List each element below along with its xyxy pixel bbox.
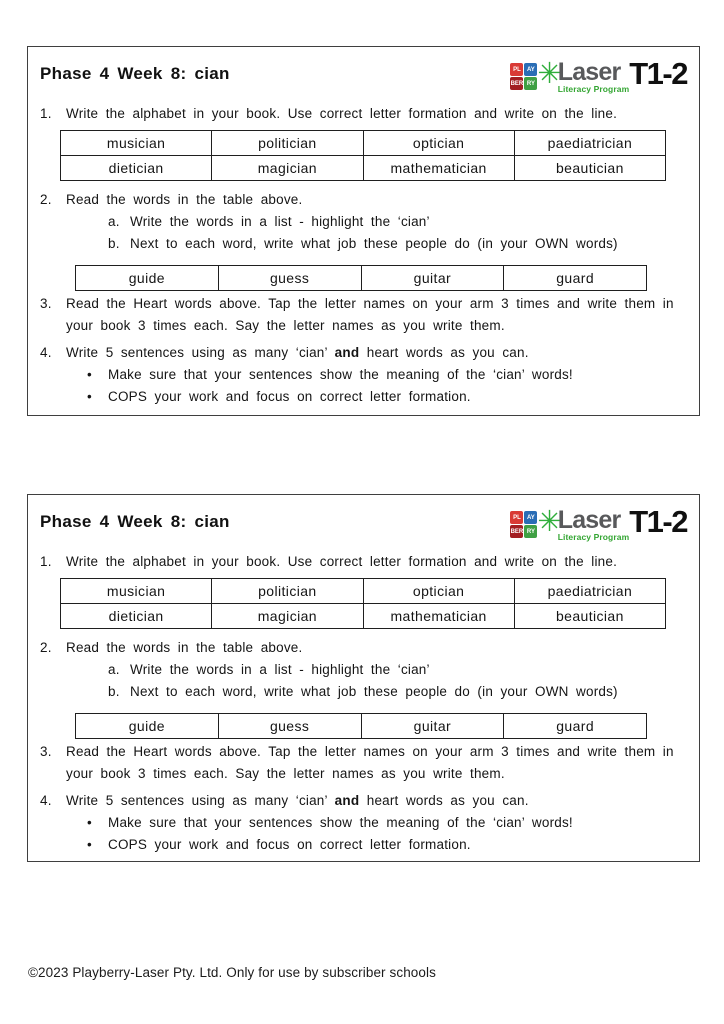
question-4-text-pre: Write 5 sentences using as many ‘cian’: [66, 345, 335, 360]
word-cell: beautician: [514, 604, 665, 629]
question-1-number: 1.: [40, 106, 52, 121]
worksheet-panel-2: [27, 494, 700, 862]
word-cell: politician: [212, 131, 363, 156]
word-cell: magician: [212, 604, 363, 629]
word-cell: dietician: [61, 604, 212, 629]
question-3-number: 3.: [40, 744, 52, 759]
word-cell: magician: [212, 156, 363, 181]
brand-name: Laser: [557, 58, 621, 86]
question-4-bullet-1: [78, 364, 687, 386]
brand-subtitle: Literacy Program: [557, 84, 630, 94]
laser-literacy-logo: [510, 57, 687, 94]
brand-subtitle: Literacy Program: [557, 532, 630, 542]
heart-words-table: [75, 265, 647, 291]
table-row: [61, 579, 666, 604]
word-cell: guard: [504, 714, 647, 739]
table-row: [76, 714, 647, 739]
question-4: [40, 342, 687, 364]
table-row: [76, 266, 647, 291]
question-4-number: 4.: [40, 793, 52, 808]
question-4-bullet-2: [78, 834, 687, 856]
puzzle-piece-ber: BER: [510, 77, 523, 90]
puzzle-piece-pl: PL: [510, 63, 523, 76]
question-4-bullet-1: [78, 812, 687, 834]
question-3-number: 3.: [40, 296, 52, 311]
question-1: [40, 551, 687, 573]
question-2b-text: Next to each word, write what job these people do (in your OWN words): [130, 684, 618, 699]
question-2b: [108, 233, 687, 255]
question-2-text: Read the words in the table above.: [66, 640, 303, 655]
question-4-text-bold: and: [334, 793, 360, 808]
question-4-bullet-2: [78, 386, 687, 408]
worksheet-panel-1: [27, 46, 700, 416]
question-3: [40, 741, 687, 785]
cian-words-table: [60, 130, 666, 181]
question-2b-text: Next to each word, write what job these people do (in your OWN words): [130, 236, 618, 251]
word-cell: paediatrician: [514, 131, 665, 156]
question-2-number: 2.: [40, 640, 52, 655]
question-1-number: 1.: [40, 554, 52, 569]
question-3-text: Read the Heart words above. Tap the letter names on your arm 3 times and write them in your book 3 times each. Say the letter names as you write them.: [66, 744, 674, 781]
question-1-text: Write the alphabet in your book. Use correct letter formation and write on the line.: [66, 106, 618, 121]
cian-words-table: [60, 578, 666, 629]
word-cell: paediatrician: [514, 579, 665, 604]
laser-literacy-logo: [510, 505, 687, 542]
panel-header: [40, 503, 687, 549]
question-4-text: [66, 790, 529, 812]
bullet-icon: •: [87, 837, 92, 852]
question-2-text: Read the words in the table above.: [66, 192, 303, 207]
word-cell: optician: [363, 579, 514, 604]
question-2-number: 2.: [40, 192, 52, 207]
question-2a: [108, 659, 687, 681]
word-cell: beautician: [514, 156, 665, 181]
question-2: [40, 637, 687, 659]
starburst-icon: ✳: [537, 506, 562, 538]
word-cell: dietician: [61, 156, 212, 181]
term-tag: T1-2: [629, 504, 687, 539]
question-4-text-post: heart words as you can.: [359, 793, 529, 808]
term-tag: T1-2: [629, 56, 687, 91]
page-title: Phase 4 Week 8: cian: [40, 512, 230, 531]
question-4-text-bold: and: [334, 345, 360, 360]
word-cell: mathematician: [363, 604, 514, 629]
question-4: [40, 790, 687, 812]
copyright-footer: ©2023 Playberry-Laser Pty. Ltd. Only for use by subscriber schools: [28, 965, 436, 980]
word-cell: guard: [504, 266, 647, 291]
question-4-number: 4.: [40, 345, 52, 360]
brand-text: [557, 506, 630, 542]
table-row: [61, 604, 666, 629]
question-1: [40, 103, 687, 125]
page-title: Phase 4 Week 8: cian: [40, 64, 230, 83]
bullet-1-text: Make sure that your sentences show the meaning of the ‘cian’ words!: [108, 815, 573, 830]
word-cell: optician: [363, 131, 514, 156]
question-2: [40, 189, 687, 211]
question-2a-number: a.: [108, 214, 120, 229]
playberry-puzzle-icon: [510, 511, 536, 537]
word-cell: musician: [61, 131, 212, 156]
word-cell: guess: [218, 714, 361, 739]
question-3: [40, 293, 687, 337]
question-4-text-pre: Write 5 sentences using as many ‘cian’: [66, 793, 335, 808]
question-3-text: Read the Heart words above. Tap the letter names on your arm 3 times and write them in your book 3 times each. Say the letter names as you write them.: [66, 296, 674, 333]
playberry-puzzle-icon: [510, 63, 536, 89]
bullet-1-text: Make sure that your sentences show the meaning of the ‘cian’ words!: [108, 367, 573, 382]
question-4-text: [66, 342, 529, 364]
table-row: [61, 131, 666, 156]
puzzle-piece-ay: AY: [524, 63, 537, 76]
word-cell: musician: [61, 579, 212, 604]
bullet-2-text: COPS your work and focus on correct letter formation.: [108, 837, 471, 852]
word-cell: guitar: [361, 266, 504, 291]
starburst-icon: ✳: [537, 58, 562, 90]
question-2a: [108, 211, 687, 233]
word-cell: politician: [212, 579, 363, 604]
word-cell: mathematician: [363, 156, 514, 181]
puzzle-piece-ry: RY: [524, 77, 537, 90]
bullet-icon: •: [87, 815, 92, 830]
question-4-text-post: heart words as you can.: [359, 345, 529, 360]
word-cell: guide: [76, 266, 219, 291]
brand-name: Laser: [557, 506, 621, 534]
brand-text: [557, 58, 630, 94]
panel-header: [40, 55, 687, 101]
question-2b: [108, 681, 687, 703]
puzzle-piece-pl: PL: [510, 511, 523, 524]
bullet-2-text: COPS your work and focus on correct letter formation.: [108, 389, 471, 404]
word-cell: guide: [76, 714, 219, 739]
puzzle-piece-ry: RY: [524, 525, 537, 538]
question-2b-number: b.: [108, 236, 120, 251]
question-2a-text: Write the words in a list - highlight the ‘cian’: [130, 662, 430, 677]
puzzle-piece-ay: AY: [524, 511, 537, 524]
heart-words-table: [75, 713, 647, 739]
word-cell: guitar: [361, 714, 504, 739]
question-1-text: Write the alphabet in your book. Use correct letter formation and write on the line.: [66, 554, 618, 569]
question-2a-text: Write the words in a list - highlight the ‘cian’: [130, 214, 430, 229]
word-cell: guess: [218, 266, 361, 291]
bullet-icon: •: [87, 389, 92, 404]
puzzle-piece-ber: BER: [510, 525, 523, 538]
question-2a-number: a.: [108, 662, 120, 677]
bullet-icon: •: [87, 367, 92, 382]
question-2b-number: b.: [108, 684, 120, 699]
table-row: [61, 156, 666, 181]
